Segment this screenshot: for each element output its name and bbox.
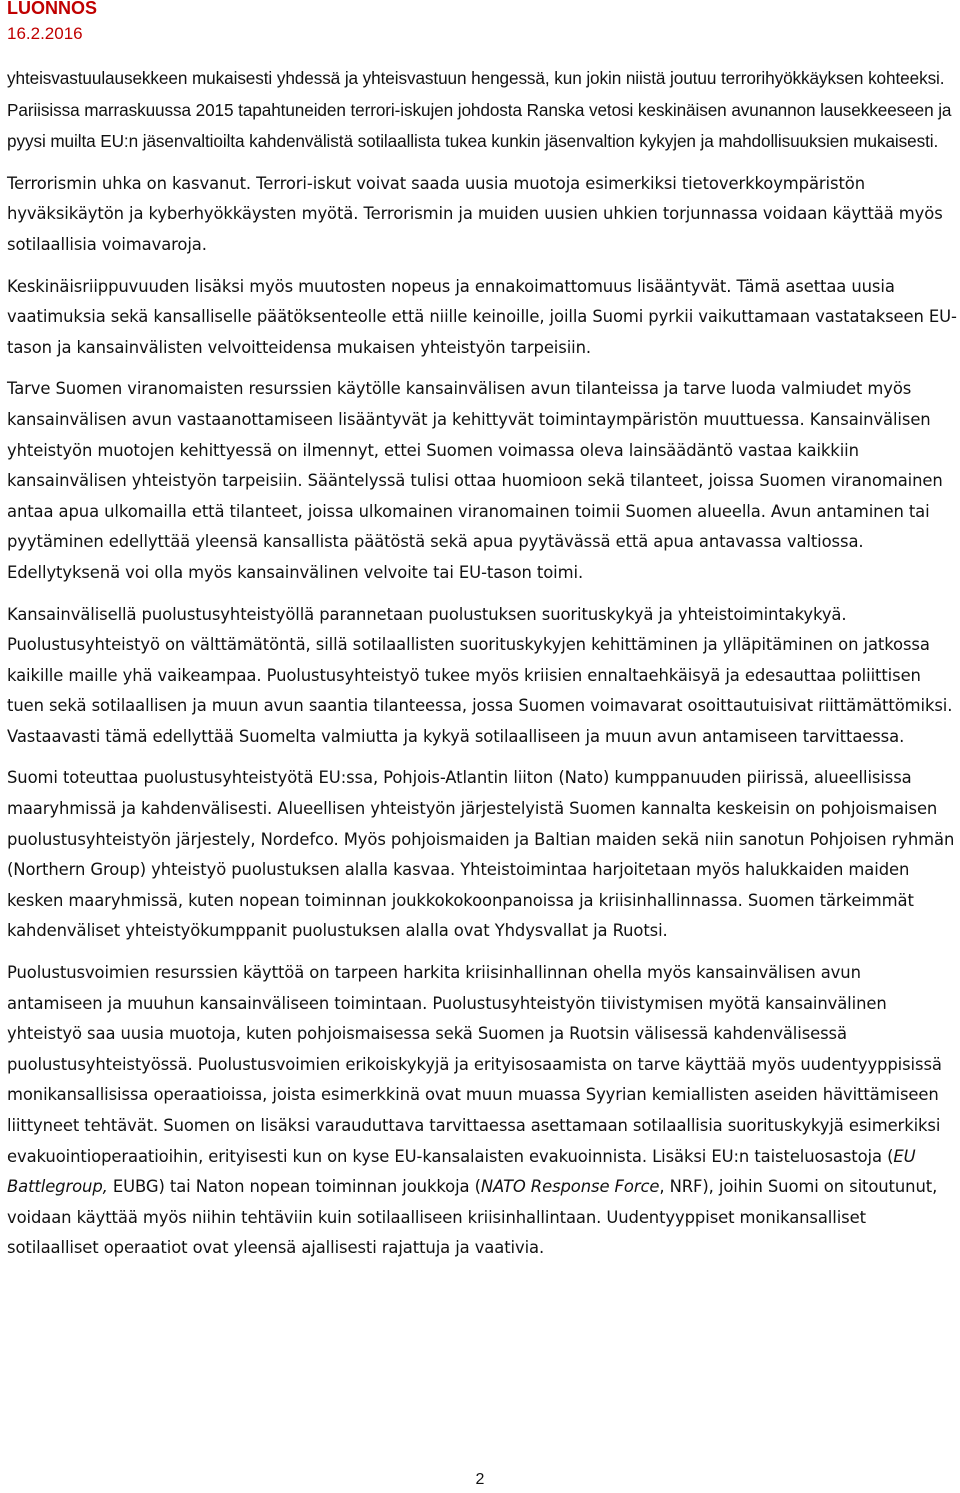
paragraph-italic-term: EU Battlegroup, xyxy=(7,1146,916,1197)
paragraph-text: , NRF), joihin Suomi on sitoutunut, voidaan käyttää myös niihin tehtäviin kuin sotilaalliseen kriisinhallintaan. Uudentyyppiset monikansalliset sotilaalliset operaatiot ovat yleensä ajallisesti rajattuja ja vaativia. xyxy=(7,1177,938,1258)
paragraph-text: Pariisissa marraskuussa 2015 tapahtuneiden terrori-iskujen johdosta Ranska vetosi keskinäisen avunannon lausekkeeseen ja pyysi muilta EU:n jäsenvaltioilta kahdenvälistä sotilaallista tukea kunkin jäsenvaltion kykyjen ja mahdollisuuksien mukaisesti. xyxy=(7,99,952,152)
paragraph-text: Suomi toteuttaa puolustusyhteistyötä EU:ssa, Pohjois-Atlantin liiton (Nato) kumppanuuden piirissä, alueellisissa maaryhmissä ja kahdenvälisesti. Alueellisen yhteistyön järjestelyistä Suomen kannalta keskeisin on pohjoismaisen puolustusyhteistyön järjestely, Nordefco. Myös pohjoismaiden ja Baltian maiden sekä niin sanotun Pohjoisen ryhmän (Northern Group) yhteistyö puolustuksen alalla kasvaa. Yhteistoimintaa harjoitetaan myös halukkaiden maiden kesken maaryhmissä, kuten nopean toiminnan joukkokokoonpanoissa ja kriisinhallinnassa. Suomen tärkeimmät kahdenväliset yhteistyökumppanit puolustuksen alalla ovat Yhdysvallat ja Ruotsi. xyxy=(7,768,955,941)
paragraph-defence-resources xyxy=(7,958,960,1264)
page-number: 2 xyxy=(475,1471,485,1488)
draft-label: LUONNOS xyxy=(7,0,97,18)
paragraph-text: EUBG) tai Naton nopean toiminnan joukkoja ( xyxy=(107,1177,481,1197)
document-body xyxy=(7,63,960,1264)
paragraph-continuation xyxy=(7,63,960,158)
paragraph-cooperation-frameworks xyxy=(7,763,960,947)
paragraph-text: yhteisvastuulausekkeen mukaisesti yhdessä ja yhteisvastuun hengessä, kun jokin niistä joutuu terrorihyökkäyksen kohteeksi. xyxy=(7,68,945,88)
paragraph-italic-term: NATO Response Force xyxy=(480,1177,660,1197)
paragraph-international-assistance xyxy=(7,374,960,588)
document-date: 16.2.2016 xyxy=(7,24,83,43)
paragraph-text: Kansainvälisellä puolustusyhteistyöllä parannetaan puolustuksen suorituskykyä ja yhteistoimintakykyä. Puolustusyhteistyö on välttämätöntä, sillä sotilaallisten suorituskykyjen kehittäminen ja ylläpitäminen on jatkossa kaikille maille yhä vaikeampaa. Puolustusyhteistyö tukee myös kriisien ennaltaehkäisyä ja edesauttaa poliittisen tuen sekä sotilaallisen ja muun avun saantia tilanteessa, jossa Suomen voimavarat osoittautuisivat riittämättömiksi. Vastaavasti tämä edellyttää Suomelta valmiutta ja kykyä sotilaalliseen ja muun avun antamiseen tarvittaessa. xyxy=(7,604,953,746)
paragraph-text: Keskinäisriippuvuuden lisäksi myös muutosten nopeus ja ennakoimattomuus lisääntyvät. Tämä asettaa uusia vaatimuksia sekä kansalliselle päätöksenteolle että niille keinoille, joilla Suomi pyrkii vaikuttamaan vastatakseen EU-tason ja kansainvälisten velvoitteidensa mukaisen yhteistyön tarpeisiin. xyxy=(7,276,957,357)
paragraph-interdependence xyxy=(7,272,960,364)
paragraph-terrorism-threat xyxy=(7,169,960,261)
paragraph-defence-cooperation xyxy=(7,600,960,753)
document-header xyxy=(7,0,97,45)
paragraph-text: Terrorismin uhka on kasvanut. Terrori-iskut voivat saada uusia muotoja esimerkiksi tietoverkkoympäristön hyväksikäytön ja kyberhyökkäysten myötä. Terrorismin ja muiden uusien uhkien torjunnassa voidaan käyttää myös sotilaallisia voimavaroja. xyxy=(7,173,943,254)
paragraph-text: Puolustusvoimien resurssien käyttöä on tarpeen harkita kriisinhallinnan ohella myös kansainvälisen avun antamiseen ja muuhun kansainväliseen toimintaan. Puolustusyhteistyön tiivistymisen myötä kansainvälinen yhteistyö saa uusia muotoja, kuten pohjoismaisessa sekä Suomen ja Ruotsin välisessä kahdenvälisessä puolustusyhteistyössä. Puolustusvoimien erikoiskykyjä ja erityisosaamista on tarve käyttää myös uudentyyppisissä monikansallisissa operaatioissa, joista esimerkkinä ovat muun muassa Syyrian kemiallisten aseiden hävittämiseen liittyneet tehtävät. Suomen on lisäksi varauduttava tarvittaessa asettamaan sotilaallisia suorituskykyjä esimerkiksi evakuointioperaatioihin, erityisesti kun on kyse EU-kansalaisten evakuoinnista. Lisäksi EU:n taisteluosastoja ( xyxy=(7,963,942,1166)
paragraph-text: Tarve Suomen viranomaisten resurssien käytölle kansainvälisen avun tilanteissa ja tarve luoda valmiudet myös kansainvälisen avun vastaanottamiseen lisääntyvät ja kehittyvät toimintaympäristön muuttuessa. Kansainvälisen yhteistyön muotojen kehittyessä on ilmennyt, ettei Suomen voimassa oleva lainsäädäntö vastaa kaikkiin kansainvälisen yhteistyön tarpeisiin. Sääntelyssä tulisi ottaa huomioon sekä tilanteet, joissa Suomen viranomainen antaa apua ulkomailla että tilanteet, joissa ulkomainen viranomainen toimii Suomen alueella. Avun antaminen tai pyytäminen edellyttää yleensä kansallista päätöstä sekä apua pyytävässä että apua antavassa valtiossa. Edellytyksenä voi olla myös kansainvälinen velvoite tai EU-tason toimi. xyxy=(7,379,943,582)
